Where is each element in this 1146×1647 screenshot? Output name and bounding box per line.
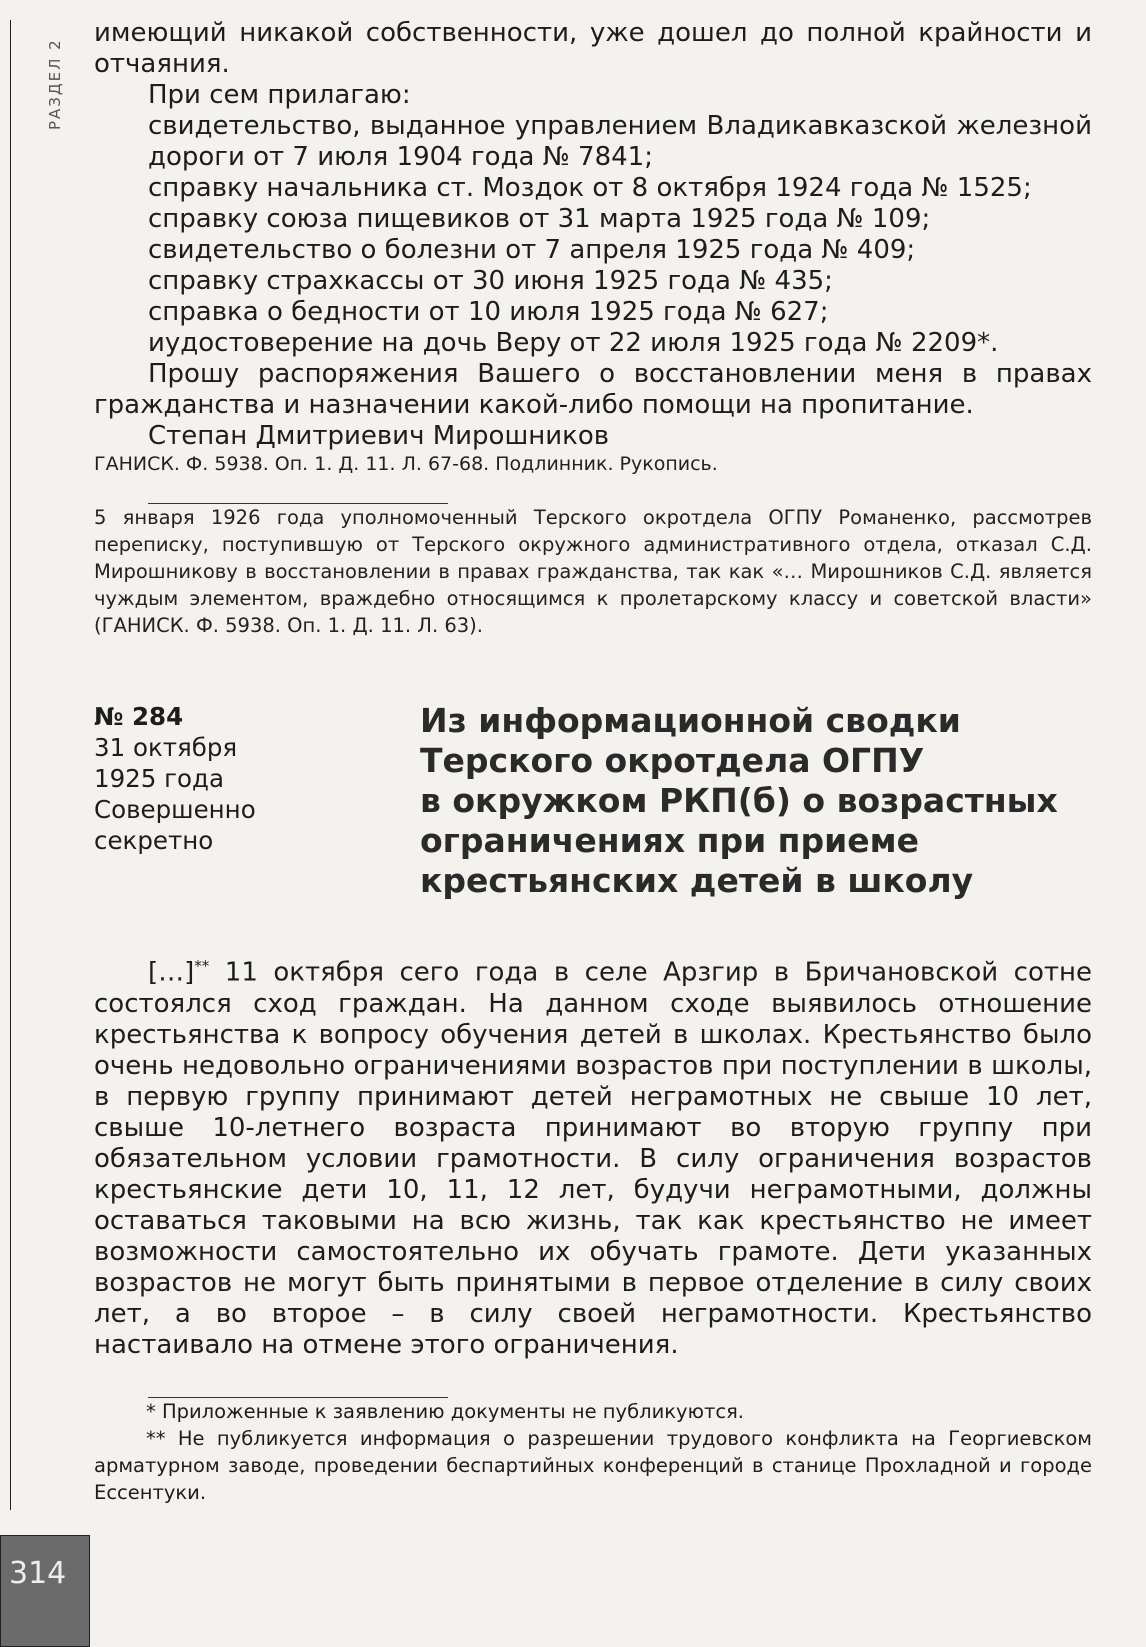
attachment-item: свидетельство о болезни от 7 апреля 1925 года № 409; [148, 235, 916, 265]
document-classification-2: секретно [94, 826, 214, 855]
attachments-intro: При сем прилагаю: [148, 80, 411, 110]
document-body [94, 951, 1092, 1361]
title-line: Терского окротдела ОГПУ [420, 741, 925, 780]
letter-opening: имеющий никакой собственности, уже дошел до полной крайности и отчаяния. [94, 18, 1092, 79]
document-date: 31 октября [94, 733, 238, 762]
page-number: 314 [9, 1556, 67, 1591]
title-line: крестьянских детей в школу [420, 861, 974, 900]
attachment-item: свидетельство, выданное управлением Владикавказской железной дороги от 7 июля 1904 года № 7841; [148, 111, 1092, 172]
footnote-marker: ** [194, 957, 210, 975]
page-content [94, 18, 1092, 1506]
section-label: РАЗДЕЛ 2 [46, 38, 64, 130]
attachment-item: справку страхкассы от 30 июня 1925 года № 435; [148, 266, 833, 296]
left-margin-rule [10, 20, 11, 1510]
document-title [420, 701, 1080, 901]
letter-request: Прошу распоряжения Вашего о восстановлении меня в правах гражданства и назначении какой-либо помощи на пропитание. [94, 359, 1092, 420]
document-number: № 284 [94, 702, 184, 731]
title-line: Из информационной сводки [420, 701, 961, 740]
letter-signature: Степан Дмитриевич Мирошников [148, 421, 610, 451]
document-header [94, 701, 1092, 951]
attachment-item: справку начальника ст. Моздок от 8 октября 1924 года № 1525; [148, 173, 1032, 203]
body-omission: […] [148, 957, 195, 988]
title-line: ограничениях при приеме [420, 821, 919, 860]
document-classification: Совершенно [94, 795, 256, 824]
document-meta [94, 701, 256, 856]
footnote-1: * Приложенные к заявлению документы не публикуются. [146, 1399, 745, 1423]
title-line: в окружком РКП(б) о возрастных [420, 781, 1058, 820]
body-text: 11 октября сего года в селе Арзгир в Бричановской сотне состоялся сход граждан. На данном сходе выявилось отношение крестьянства к вопросу обучения детей в школах. Крестьянство было очень недовольно ограничениями возрастов при поступлении в школы, в первую группу принимают детей неграмотных не свыше 10 лет, свыше 10-летнего возраста принимают во вторую группу при обязательном условии грамотности. В силу ограничения возрастов крестьянские дети 10, 11, 12 лет, будучи неграмотными, должны оставаться таковыми на всю жизнь, так как крестьянство не имеет возможности самостоятельно их обучать грамоте. Дети указанных возрастов не могут быть принятыми в первое отделение в силу своих лет, а во второе – в силу своей неграмотности. Крестьянство настаивало на отмене этого ограничения. [94, 957, 1092, 1360]
page-number-box [0, 1535, 90, 1647]
editorial-note: 5 января 1926 года уполномоченный Терского окротдела ОГПУ Романенко, рассмотрев переписку, поступившую от Терского окружного административного отдела, отказал С.Д. Мирошникову в восстановлении в правах гражданства, так как «… Мирошников С.Д. является чуждым элементом, враждебно относящимся к пролетарскому классу и советской власти» (ГАНИСК. Ф. 5938. Оп. 1. Д. 11. Л. 63). [94, 506, 1092, 637]
archive-source: ГАНИСК. Ф. 5938. Оп. 1. Д. 11. Л. 67-68. Подлинник. Рукопись. [94, 453, 718, 475]
attachment-item: справку союза пищевиков от 31 марта 1925 года № 109; [148, 204, 931, 234]
document-date-year: 1925 года [94, 764, 224, 793]
attachment-item: справка о бедности от 10 июля 1925 года № 627; [148, 297, 829, 327]
footnote-2: ** Не публикуется информация о разрешении трудового конфликта на Георгиевском арматурном заводе, проведении беспартийных конференций в станице Прохладной и городе Ессентуки. [94, 1426, 1092, 1504]
attachment-item: иудостоверение на дочь Веру от 22 июля 1925 года № 2209*. [148, 328, 999, 358]
